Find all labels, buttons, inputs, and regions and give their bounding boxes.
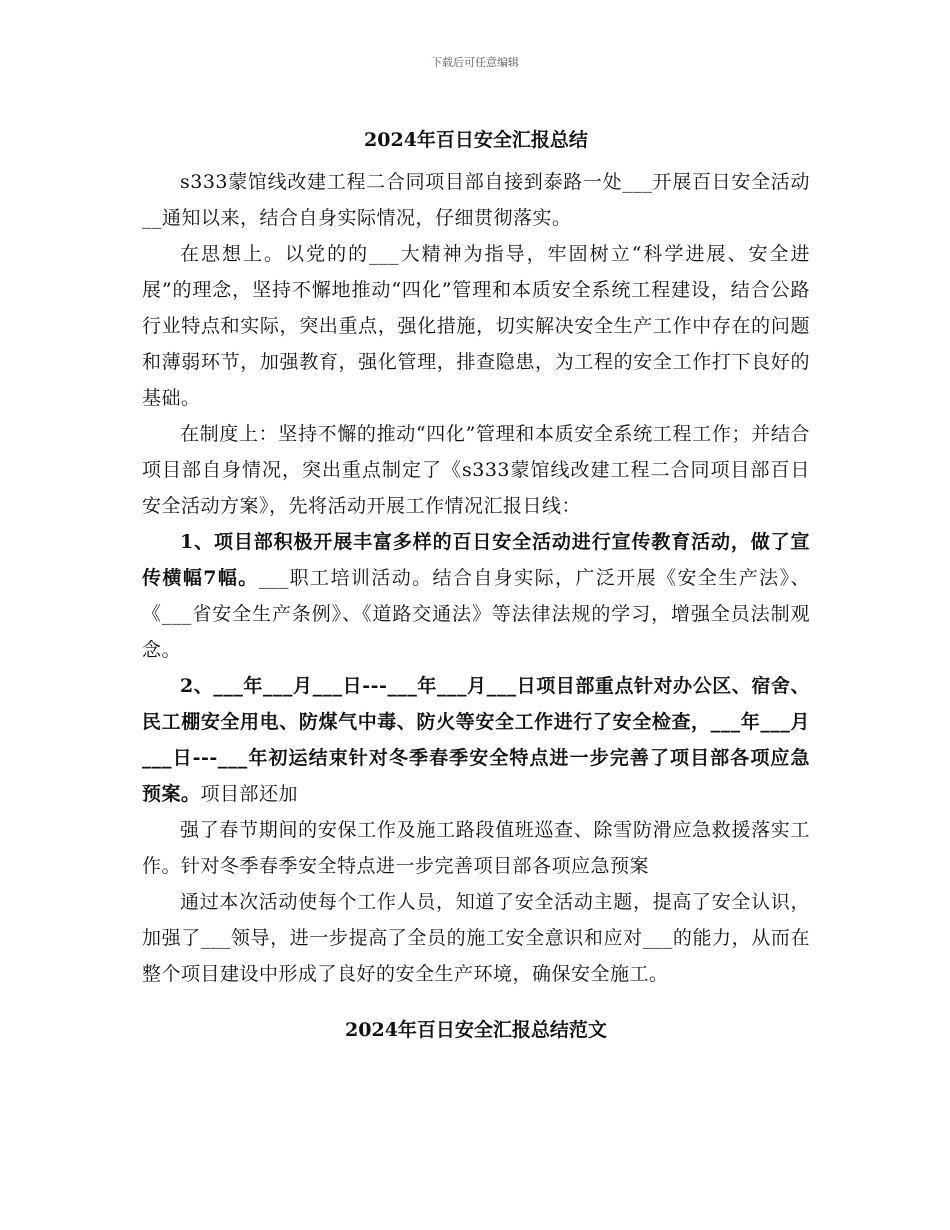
header-note: 下载后可任意编辑 [431,56,519,69]
paragraph-system [142,416,810,524]
paragraph-text: 通过本次活动使每个工作人员，知道了安全活动主题，提高了安全认识，加强了___领导，进一步提高了全员的施工安全意识和应对___的能力，从而在整个项目建设中形成了良好的安全生产环境，确保安全施工。 [142,891,810,985]
document-title: 2024年百日安全汇报总结 [364,129,588,151]
paragraph-bold-text: 2、___年___月___日---___年___月___日项目部重点针对办公区、宿舍、民工棚安全用电、防煤气中毒、防火等安全工作进行了安全检查，___年___月___日---___年初运结束针对冬季春季安全特点进一步完善了项目部各项应急预案。 [142,675,810,805]
document-body [142,126,810,1044]
paragraph-spring-festival [142,812,810,884]
paragraph-text: 项目部还加 [200,783,299,805]
paragraph-item-1 [142,524,810,668]
paragraph-text: 在思想上。以党的的___大精神为指导，牢固树立“科学进展、安全进展”的理念，坚持不懈地推动“四化”管理和本质安全系统工程建设，结合公路行业特点和实际，突出重点，强化措施，切实解决安全生产工作中存在的问题和薄弱环节，加强教育，强化管理，排查隐患，为工程的安全工作打下良好的基础。 [142,243,810,409]
paragraph-item-2 [142,668,810,812]
paragraph-bold-text: 1、项目部积极开展丰富多样的百日安全活动进行宣传教育活动，做了宣传横幅7幅。 [142,531,810,589]
paragraph-text: 强了春节期间的安保工作及施工路段值班巡查、除雪防滑应急救援落实工作。针对冬季春季安全特点进一步完善项目部各项应急预案 [142,819,810,877]
paragraph-text: s333蒙馆线改建工程二合同项目部自接到泰路一处___开展百日安全活动__通知以来，结合自身实际情况，仔细贯彻落实。 [142,171,810,229]
section-title: 2024年百日安全汇报总结范文 [345,1019,607,1041]
paragraph-ideology [142,236,810,416]
paragraph-text: ___职工培训活动。结合自身实际，广泛开展《安全生产法》、《___省安全生产条例》、《道路交通法》等法律法规的学习，增强全员法制观念。 [142,567,810,661]
paragraph-intro [142,164,810,236]
paragraph-text: 在制度上：坚持不懈的推动“四化”管理和本质安全系统工程工作；并结合项目部自身情况，突出重点制定了《s333蒙馆线改建工程二合同项目部百日安全活动方案》，先将活动开展工作情况汇报日线： [142,423,810,517]
paragraph-conclusion [142,884,810,992]
